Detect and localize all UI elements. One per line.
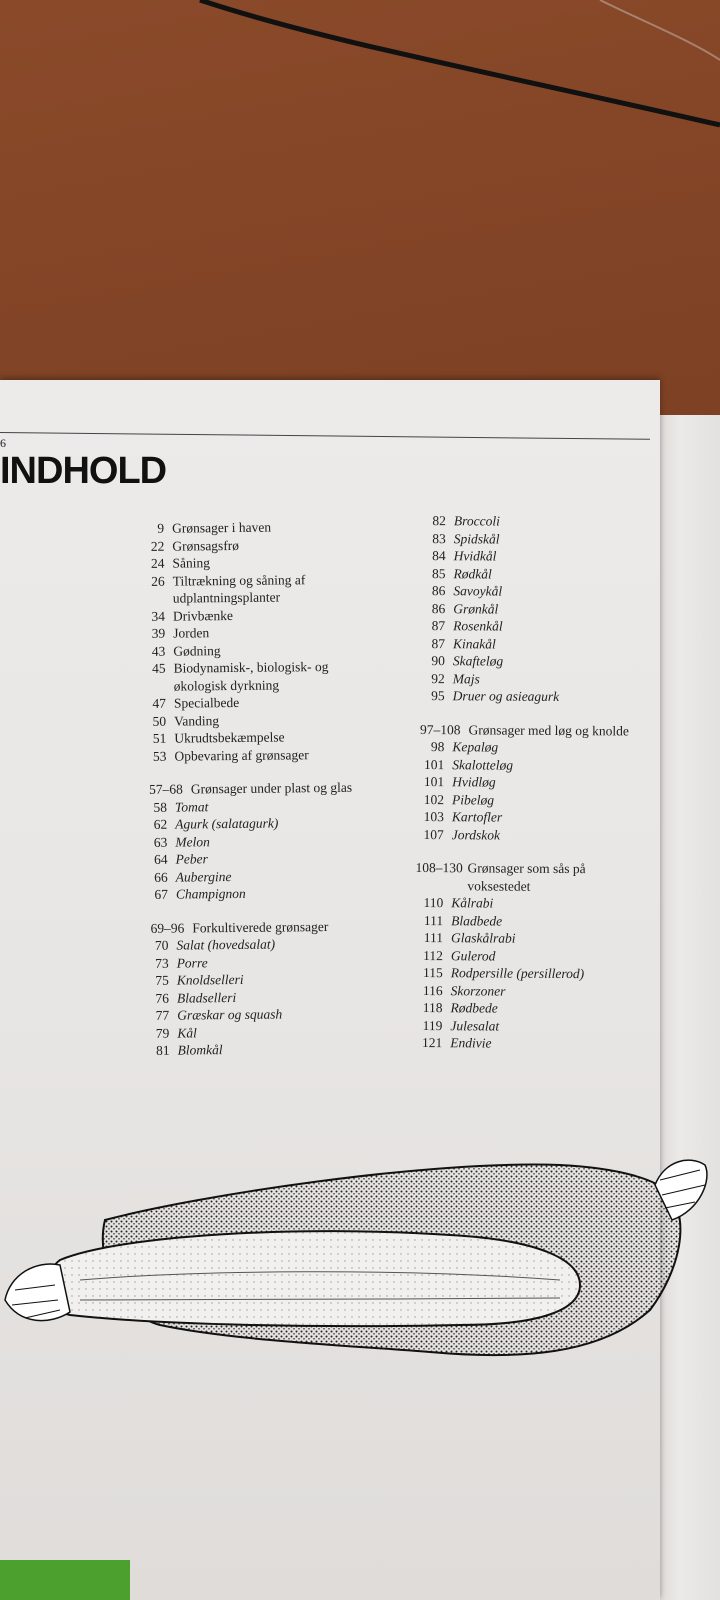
section-gap [417,704,630,721]
toc-entry [140,935,353,955]
toc-entry-title: Spidskål [453,530,500,547]
toc-entry [138,728,351,748]
toc-entry [138,745,351,765]
toc-page-number: 82 [432,513,446,529]
toc-entry [415,859,628,878]
toc-entry-title: Majs [452,670,480,686]
toc-page-number: 9 [157,520,165,536]
toc-entry [414,999,627,1018]
toc-page-number: 112 [423,947,443,963]
toc-page-number: 101 [423,774,445,790]
toc-entry-title: Melon [175,833,210,850]
toc-entry [415,894,628,913]
toc-entry [138,710,351,730]
toc-entry-title: Kinakål [453,635,496,652]
toc-entry [137,570,350,590]
toc-entry-title: Hvidløg [452,774,496,790]
toc-page-number: 85 [432,565,446,581]
toc-entry-title: Rødkål [453,565,492,582]
toc-entry [141,970,354,990]
toc-entry-title: Salat (hovedsalat) [176,936,276,953]
toc-entry-title: Skorzoner [450,982,506,999]
toc-entry [137,605,350,625]
toc-entry [140,884,353,904]
page-title: INDHOLD [0,450,167,492]
toc-entry [139,814,352,834]
toc-page-number: 39 [151,625,166,641]
toc-page-number: 45 [151,660,166,676]
toc-entry [141,1005,354,1025]
toc-entry [416,773,629,792]
toc-entry-title: Knoldselleri [176,971,244,988]
toc-entry-title: Jordskok [451,826,501,843]
toc-entry [417,582,630,601]
toc-page-number: 53 [152,748,167,764]
toc-page-number: 67 [154,886,168,902]
toc-entry-title: Julesalat [450,1017,500,1034]
toc-entry-title: Forkultiverede grønsager [192,918,329,935]
toc-entry-title: Ukrudtsbekæmpelse [174,729,285,746]
toc-right-column [414,512,630,1053]
toc-entry [416,720,629,739]
toc-page-number: 97–108 [419,721,461,737]
toc-page-number: 43 [151,643,166,659]
toc-entry [418,564,631,583]
toc-entry-title: Agurk (salatagurk) [175,815,279,832]
toc-entry [418,529,631,548]
toc-entry [417,687,630,706]
toc-entry-title: økologisk dyrkning [173,677,280,694]
toc-entry [417,617,630,636]
toc-page-number: 95 [431,688,445,704]
green-cover-edge [0,1560,130,1600]
toc-entry-title: Skalotteløg [452,756,514,773]
toc-entry-title: Gødning [173,642,221,659]
toc-entry [417,634,630,653]
toc-page-number: 70 [154,937,169,953]
toc-entry-title: Kartofler [451,809,503,825]
toc-entry [140,866,353,886]
toc-page-number: 86 [431,583,446,599]
toc-entry-title: Bladselleri [176,989,237,1006]
toc-page-number: 50 [152,713,167,729]
toc-entry [416,738,629,757]
toc-entry-title: Endivie [450,1035,492,1051]
toc-entry-title: Specialbede [173,694,240,711]
toc-entry-title: Kål [177,1024,197,1041]
toc-entry-title: Rødbede [450,1000,498,1016]
toc-entry-title: udplantningsplanter [172,589,281,606]
toc-entry-title: Jorden [173,625,210,641]
toc-entry-title: Vanding [174,712,220,729]
toc-entry [415,946,628,965]
toc-entry [141,952,354,972]
toc-entry-title: Aubergine [175,868,232,885]
toc-page-number: 118 [422,1000,443,1016]
toc-entry [416,808,629,827]
toc-page-number: 110 [423,895,444,911]
toc-page-number: 102 [423,791,445,807]
toc-entry-title: voksestedet [467,877,531,894]
toc-entry [138,693,351,713]
toc-entry-title: Savoykål [453,583,503,599]
toc-page-number: 75 [155,972,169,988]
toc-entry [141,1040,354,1060]
toc-entry-title: Gulerod [450,947,496,964]
toc-page-number: 90 [431,653,446,669]
toc-entry-title: Druer og asieagurk [452,688,560,704]
toc-entry [418,547,631,566]
toc-entry [415,929,628,948]
toc-entry [416,790,629,809]
toc-entry-title: Grønsager under plast og glas [190,779,353,797]
toc-entry [141,1022,354,1042]
toc-page-number: 58 [153,799,168,815]
toc-entry [415,981,628,1000]
toc-entry-title: Tiltrækning og såning af [172,571,306,589]
toc-page-number: 51 [152,730,167,746]
toc-page-number: 26 [151,573,165,589]
toc-entry [140,917,353,937]
toc-page-number: 107 [423,826,444,842]
toc-page-number: 77 [155,1007,170,1023]
toc-entry [136,518,349,538]
section-gap [416,843,629,860]
toc-entry-title: Porre [176,954,208,971]
toc-entry-title: Bladbede [451,912,503,929]
toc-entry-title: Grønsager med løg og knolde [468,721,630,738]
toc-page-number: 84 [432,548,446,564]
toc-entry-title: Græskar og squash [177,1006,283,1023]
toc-entry [137,658,350,678]
page-number: 6 [0,436,6,450]
toc-page-number: 76 [155,990,170,1006]
toc-page-number: 79 [155,1025,170,1041]
toc-entry-title: Kepaløg [452,739,499,755]
toc-page-number: 119 [422,1017,443,1033]
toc-entry-title: Glaskålrabi [450,930,516,946]
toc-entry [417,599,630,618]
toc-entry-title: Pibeløg [451,791,495,808]
toc-page-number: 111 [423,912,444,928]
toc-page-number: 115 [422,965,443,981]
toc-page-number: 98 [430,739,445,755]
toc-entry [136,553,349,573]
toc-entry [141,987,354,1007]
toc-entry-title: Opbevaring af grønsager [174,746,309,764]
toc-page-number: 62 [153,816,168,832]
toc-page-number: 92 [431,670,445,686]
next-page-edge [652,415,720,1600]
toc-entry [139,796,352,816]
toc-entry [139,849,352,869]
toc-entry-title: Blomkål [177,1042,223,1058]
cable-icon [0,0,720,140]
toc-entry [418,512,631,531]
toc-page-number: 47 [152,695,166,711]
toc-entry [416,825,629,844]
toc-entry [137,623,350,643]
toc-entry [137,588,350,608]
toc-entry-title: Rosenkål [453,618,503,634]
toc-left-column [136,518,355,1060]
toc-entry-title: Skafteløg [452,653,504,669]
toc-entry [137,640,350,660]
toc-entry [414,1016,627,1035]
toc-entry [139,831,352,851]
toc-page-number: 66 [154,869,168,885]
toc-entry [417,652,630,671]
toc-entry [416,755,629,774]
toc-page-number: 111 [423,930,444,946]
toc-entry-title: Biodynamisk-, biologisk- og [173,658,329,676]
toc-page-number: 57–68 [148,781,183,797]
toc-entry [414,1034,627,1053]
toc-entry-title: Hvidkål [453,548,497,564]
toc-entry [136,535,349,555]
toc-page-number: 64 [153,851,168,867]
toc-entry-title: Tomat [174,798,209,815]
toc-entry [139,779,352,799]
toc-page-number: 87 [431,635,446,651]
toc-entry [415,964,628,983]
toc-page-number: 83 [432,530,446,546]
toc-entry-title: Grønkål [453,600,499,617]
toc-page-number: 101 [423,756,445,772]
toc-entry-title: Grønsager som sås på [467,860,586,877]
toc-page-number: 116 [422,982,443,998]
toc-page-number: 73 [155,955,169,971]
toc-entry-title: Kålrabi [451,895,494,911]
toc-entry-title: Grønsagsfrø [172,537,240,554]
toc-page-number: 86 [431,600,446,616]
toc-page-number: 69–96 [150,920,185,936]
toc-entry-title: Grønsager i haven [172,519,272,536]
toc-entry [417,669,630,688]
toc-entry [138,675,351,695]
toc-page-number: 34 [151,608,166,624]
toc-page-number: 108–130 [415,859,463,876]
zucchini-drawing-icon [0,1140,720,1400]
toc-entry [415,911,628,930]
toc-page-number: 22 [150,538,165,554]
toc-entry-title: Champignon [175,885,246,902]
toc-page-number: 103 [423,809,444,825]
toc-entry-title: Peber [175,851,208,867]
toc-page-number: 63 [153,834,168,850]
toc-page-number: 81 [155,1042,170,1058]
toc-page-number: 24 [150,555,165,571]
toc-page-number: 121 [421,1035,443,1051]
toc-entry-title: Broccoli [453,513,500,529]
toc-entry-title: Såning [172,555,211,571]
toc-entry-title: Rodpersille (persillerod) [450,965,585,982]
toc-page-number: 87 [431,618,446,634]
toc-entry-title: Drivbænke [172,607,234,624]
toc-entry [415,876,628,895]
